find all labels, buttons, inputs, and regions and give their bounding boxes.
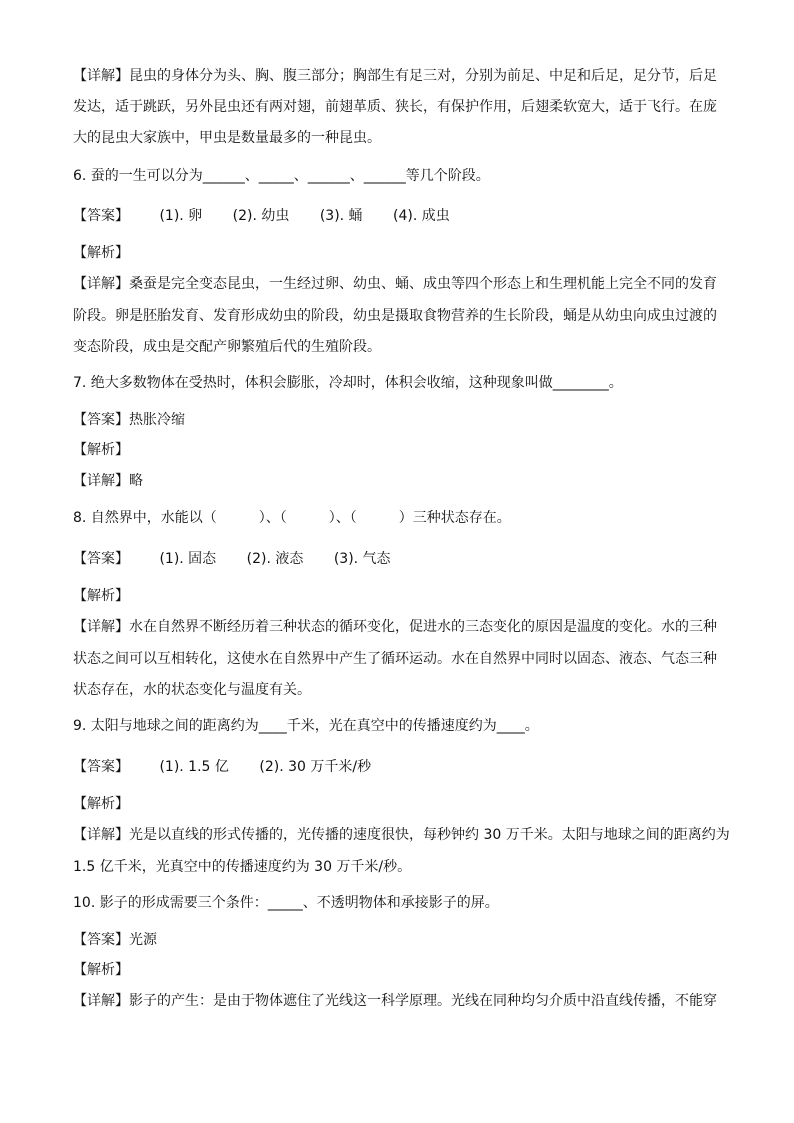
answer-label: 【答案】 [73,208,129,224]
q10-answer: 【答案】光源 [73,932,157,948]
q6-explanation-line-3: 变态阶段，成虫是交配产卵繁殖后代的生殖阶段。 [73,339,381,355]
q8-answer-3: (3). 气态 [333,551,391,567]
question-7: 7. 绝大多数物体在受热时，体积会膨胀，冷却时，体积会收缩，这种现象叫做________。 [73,375,623,391]
answer-label: 【答案】 [73,551,129,567]
q5-explanation-line-2: 发达，适于跳跃，另外昆虫还有两对翅，前翅革质、狭长，有保护作用，后翅柔软宽大，适于飞行。在庞 [73,99,717,115]
q8-explanation-line-1: 【详解】水在自然界不断经历着三种状态的循环变化，促进水的三态变化的原因是温度的变化。水的三种 [73,619,717,635]
q9-answer-2: (2). 30 万千米/秒 [259,759,372,775]
q10-explanation-line-1: 【详解】影子的产生：是由于物体遮住了光线这一科学原理。光线在同种均匀介质中沿直线传播，不能穿 [73,993,717,1009]
q9-answer-1: (1). 1.5 亿 [159,759,229,775]
q5-explanation-line-1: 【详解】昆虫的身体分为头、胸、腹三部分；胸部生有足三对，分别为前足、中足和后足，足分节，后足 [73,68,717,84]
q9-answer-row [73,757,733,777]
question-10: 10. 影子的形成需要三个条件：_____、不透明物体和承接影子的屏。 [73,895,499,911]
q9-explanation-line-2: 1.5 亿千米，光真空中的传播速度约为 30 万千米/秒。 [73,859,412,875]
q7-answer: 【答案】热胀冷缩 [73,412,185,428]
q9-analysis-label: 【解析】 [73,796,129,812]
q8-explanation-line-3: 状态存在，水的状态变化与温度有关。 [73,682,311,698]
q6-answer-3: (3). 蛹 [319,208,363,224]
answer-label: 【答案】 [73,759,129,775]
q8-answer-row [73,549,733,569]
q6-answer-1: (1). 卵 [159,208,203,224]
question-8: 8. 自然界中，水能以（ ）、（ ）、（ ）三种状态存在。 [73,510,511,526]
q6-analysis-label: 【解析】 [73,245,129,261]
q8-answer-1: (1). 固态 [159,551,217,567]
question-9: 9. 太阳与地球之间的距离约为____千米，光在真空中的传播速度约为____。 [73,718,539,734]
q7-explanation: 【详解】略 [73,473,143,489]
q6-answer-2: (2). 幼虫 [232,208,290,224]
q6-explanation-line-1: 【详解】桑蚕是完全变态昆虫，一生经过卵、幼虫、蛹、成虫等四个形态上和生理机能上完全不同的发育 [73,276,717,292]
q8-explanation-line-2: 状态之间可以互相转化，这使水在自然界中产生了循环运动。水在自然界中同时以固态、液态、气态三种 [73,651,717,667]
q7-analysis-label: 【解析】 [73,442,129,458]
q6-answer-row [73,206,733,226]
q10-analysis-label: 【解析】 [73,962,129,978]
q8-answer-2: (2). 液态 [246,551,304,567]
q6-answer-4: (4). 成虫 [393,208,450,224]
q8-analysis-label: 【解析】 [73,588,129,604]
question-6: 6. 蚕的一生可以分为______、_____、______、______等几个阶段。 [73,168,490,184]
q5-explanation-line-3: 大的昆虫大家族中，甲虫是数量最多的一种昆虫。 [73,130,381,146]
q6-explanation-line-2: 阶段。卵是胚胎发育、发育形成幼虫的阶段，幼虫是摄取食物营养的生长阶段，蛹是从幼虫向成虫过渡的 [73,308,717,324]
q9-explanation-line-1: 【详解】光是以直线的形式传播的，光传播的速度很快，每秒钟约 30 万千米。太阳与地球之间的距离约为 [73,827,730,843]
